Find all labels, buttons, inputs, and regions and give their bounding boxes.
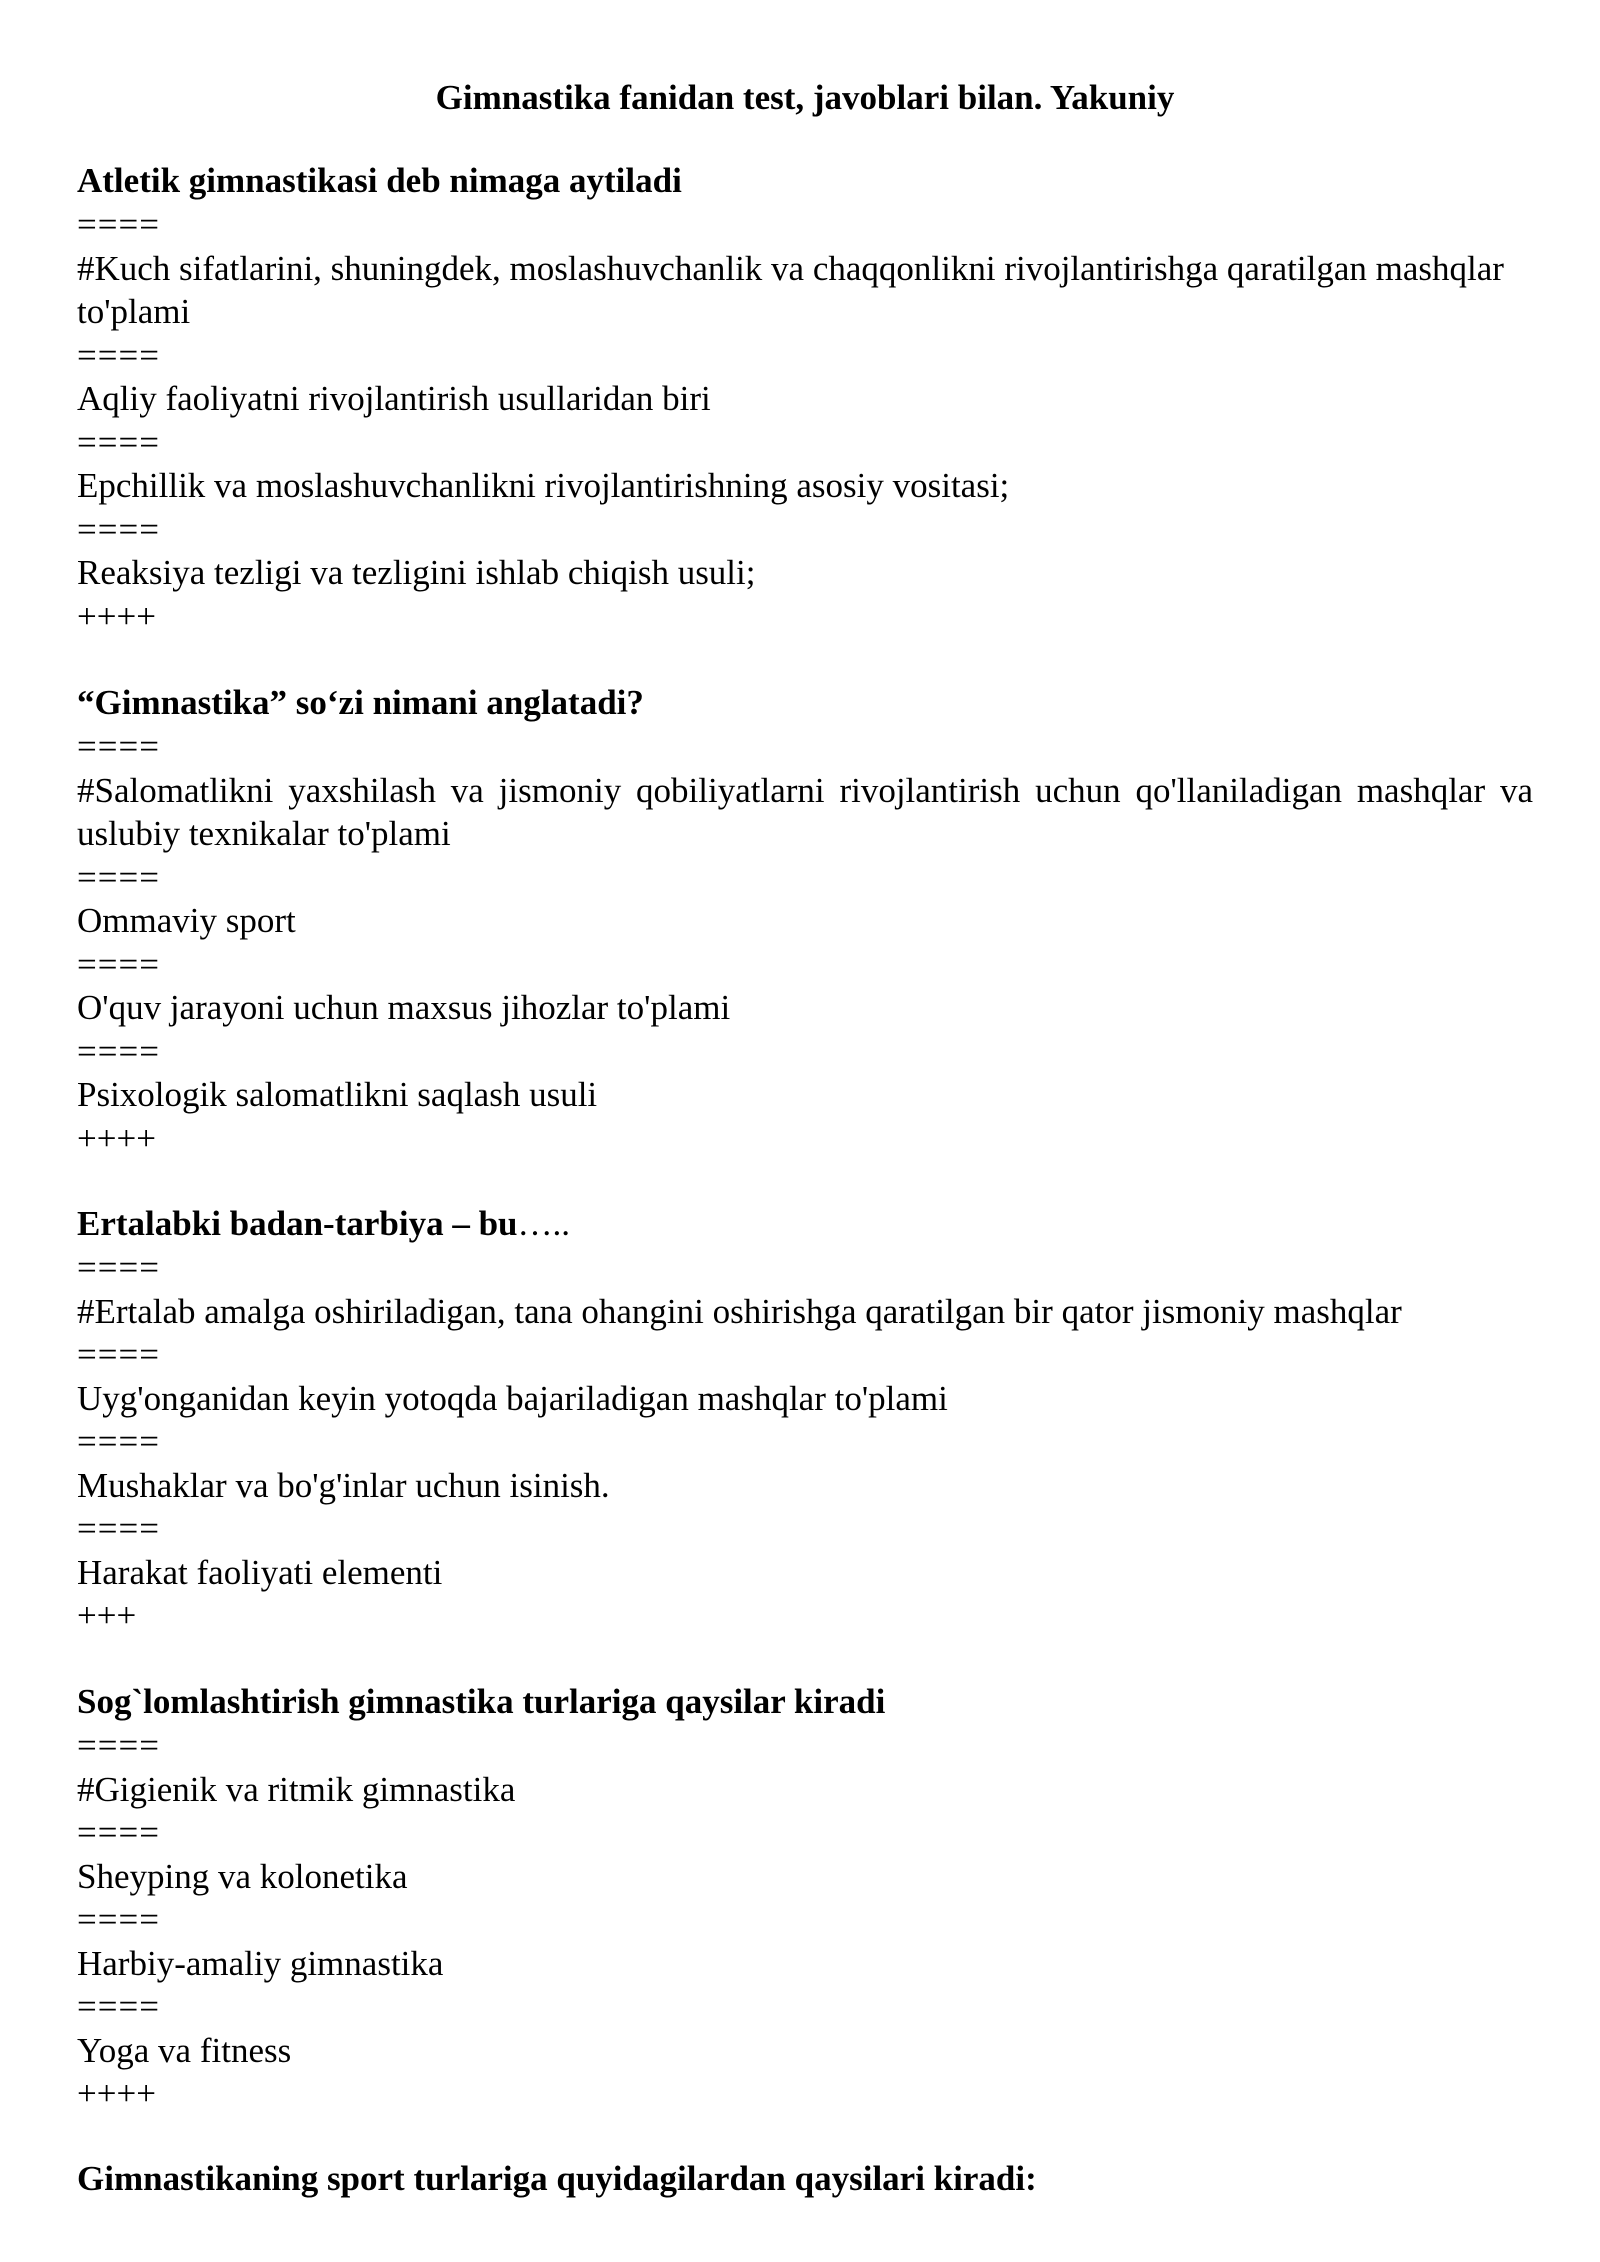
separator: ==== (77, 509, 160, 549)
separator: ==== (77, 1813, 160, 1852)
question-block (77, 2157, 1533, 2201)
question-end-mark: ++++ (77, 2074, 156, 2113)
answer-option: Ommaviy sport (77, 901, 296, 940)
answer-option: Aqliy faoliyatni rivojlantirish usullaridan biri (77, 379, 711, 418)
answer-option: Psixologik salomatlikni saqlash usuli (77, 1075, 598, 1114)
question-text-main: Ertalabki badan-tarbiya – bu (77, 1204, 518, 1243)
question-text: Gimnastikaning sport turlariga quyidagilardan qaysilari kiradi: (77, 2159, 1037, 2198)
separator: ==== (77, 1900, 160, 1939)
document-title: Gimnastika fanidan test, javoblari bilan. Yakuniy (435, 78, 1175, 117)
answer-option: O'quv jarayoni uchun maxsus jihozlar to'plami (77, 988, 731, 1027)
answer-option: Epchillik va moslashuvchanlikni rivojlantirishning asosiy vositasi; (77, 466, 1010, 505)
question-block (77, 159, 1533, 638)
question-end-mark: ++++ (77, 1118, 156, 1158)
answer-option: Mushaklar va bo'g'inlar uchun isinish. (77, 1465, 610, 1505)
question-text-ellipsis: ….. (517, 1204, 571, 1243)
separator: ==== (77, 1422, 160, 1461)
answer-option: Reaksiya tezligi va tezligini ishlab chiqish usuli; (77, 553, 756, 592)
separator: ==== (77, 727, 160, 766)
question-block (77, 1202, 1533, 1638)
answer-option: Harbiy-amaliy gimnastika (77, 1943, 444, 1983)
separator: ==== (77, 944, 160, 984)
answer-option-correct: #Salomatlikni yaxshilash va jismoniy qobiliyatlarni rivojlantirish uchun qo'llaniladigan mashqlar va uslubiy texnikalar to'plami (77, 770, 1533, 853)
separator: ==== (77, 335, 160, 375)
question-text: Sog`lomlashtirish gimnastika turlariga qaysilar kiradi (77, 1682, 886, 1721)
answer-option-correct: #Kuch sifatlarini, shuningdek, moslashuvchanlik va chaqqonlikni rivojlantirishga qaratilgan mashqlar to'plami (77, 248, 1504, 331)
question-text: Atletik gimnastikasi deb nimaga aytiladi (77, 161, 682, 200)
answer-option: Sheyping va kolonetika (77, 1856, 408, 1896)
separator: ==== (77, 1248, 160, 1287)
answer-option: Harakat faoliyati elementi (77, 1552, 443, 1592)
question-text: “Gimnastika” so‘zi nimani anglatadi? (77, 683, 644, 722)
question-block (77, 681, 1533, 1160)
separator: ==== (77, 1726, 160, 1765)
separator: ==== (77, 422, 160, 462)
question-end-mark: ++++ (77, 596, 156, 636)
question-text (77, 1202, 1533, 1246)
answer-option-correct: #Gigienik va ritmik gimnastika (77, 1769, 516, 1809)
question-end-mark: +++ (77, 1596, 137, 1635)
separator: ==== (77, 857, 160, 897)
separator: ==== (77, 1031, 160, 1071)
separator: ==== (77, 1509, 160, 1548)
separator: ==== (77, 1987, 160, 2026)
answer-option: Yoga va fitness (77, 2030, 292, 2070)
separator: ==== (77, 1335, 160, 1374)
separator: ==== (77, 205, 160, 244)
answer-option-correct: #Ertalab amalga oshiriladigan, tana ohangini oshirishga qaratilgan bir qator jismoniy mashqlar (77, 1291, 1402, 1331)
answer-option: Uyg'onganidan keyin yotoqda bajariladigan mashqlar to'plami (77, 1378, 948, 1418)
question-block (77, 1680, 1533, 2116)
